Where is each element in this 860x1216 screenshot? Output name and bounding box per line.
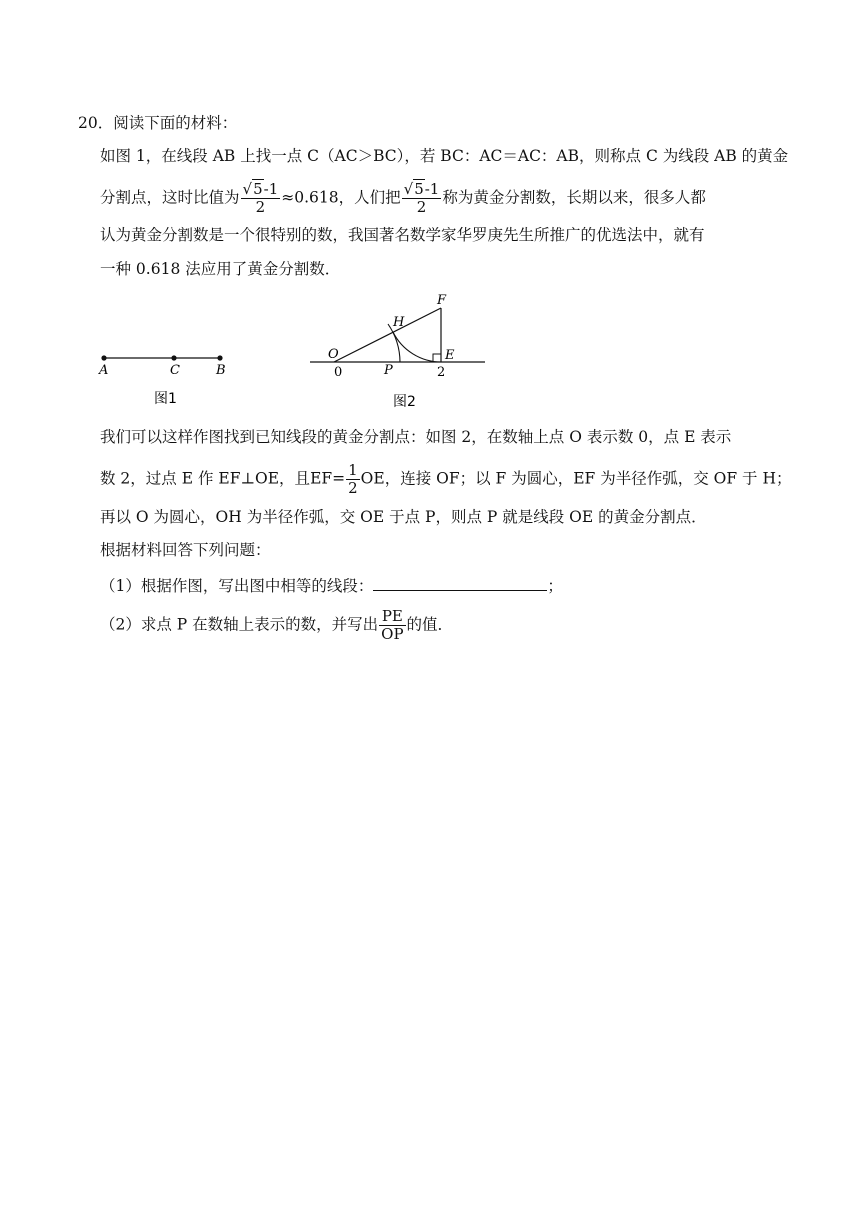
point-a <box>101 355 106 360</box>
label-e: E <box>445 348 455 363</box>
instruction-line: 根据材料回答下列问题： <box>100 541 271 559</box>
construction-text: 数 2，过点 E 作 EF⊥OE，且 <box>100 469 311 488</box>
material-text: 分割点，这时比值为 <box>100 188 240 207</box>
radicand: 5 <box>414 180 424 198</box>
radicand: 5 <box>253 180 263 198</box>
construction-line-2 <box>100 462 791 497</box>
denominator: 2 <box>255 198 266 216</box>
question-number: 20． <box>78 114 114 132</box>
label-a: A <box>99 363 109 378</box>
sub-question-1 <box>100 574 563 597</box>
point-b <box>217 355 222 360</box>
material-line-1: 如图 1，在线段 AB 上找一点 C（AC＞BC），若 BC：AC＝AC：AB，则称点 C 为线段 AB 的黄金 <box>100 147 789 165</box>
denominator: 2 <box>416 198 427 216</box>
oe-label: OE <box>360 469 385 488</box>
material-line-4: 一种 0.618 法应用了黄金分割数． <box>100 260 341 278</box>
label-c: C <box>170 363 180 378</box>
right-angle-mark <box>433 354 441 362</box>
sub-question-2-end: 的值． <box>406 615 454 634</box>
ef-label: EF= <box>310 469 346 488</box>
question-title: 阅读下面的材料： <box>113 114 238 132</box>
material-text: 称为黄金分割数，长期以来，很多人都 <box>442 188 706 207</box>
golden-ratio-fraction: $\frac{√5-1}{2}$ <box>242 180 279 216</box>
answer-blank[interactable] <box>373 574 547 591</box>
figure-2-caption: 图2 <box>393 394 416 410</box>
figure-1-caption: 图1 <box>154 391 177 407</box>
sub-question-2-text: （2）求点 P 在数轴上表示的数，并写出 <box>100 615 379 634</box>
pe-numerator: PE <box>379 608 405 626</box>
construction-text: ，连接 OF；以 F 为圆心，EF 为半径作弧，交 OF 于 H； <box>384 469 792 488</box>
figure-2 <box>300 288 500 413</box>
half-fraction <box>346 462 360 497</box>
label-f: F <box>437 293 447 308</box>
label-p: P <box>384 363 393 378</box>
op-denominator: OP <box>381 625 404 643</box>
material-line-2 <box>100 181 706 216</box>
label-h: H <box>393 315 405 330</box>
tick-label-zero: 0 <box>334 365 343 380</box>
sub-question-2 <box>100 608 453 643</box>
figure-1 <box>90 340 250 420</box>
half-numerator: 1 <box>348 461 358 479</box>
construction-line-3: 再以 O 为圆心，OH 为半径作弧，交 OE 于点 P，则点 P 就是线段 OE 的黄金分割点． <box>100 508 707 526</box>
material-text: ≈0.618，人们把 <box>281 188 401 207</box>
label-o: O <box>328 347 339 362</box>
sub-question-1-end: ； <box>547 577 563 595</box>
label-b: B <box>216 363 226 378</box>
material-line-3: 认为黄金分割数是一个很特别的数，我国著名数学家华罗庚先生所推广的优选法中，就有 <box>100 226 705 244</box>
segment-of <box>334 308 441 362</box>
question-header <box>78 112 237 134</box>
sub-question-1-text: （1）根据作图，写出图中相等的线段： <box>100 577 374 595</box>
pe-op-fraction <box>379 608 405 643</box>
numerator-rest: -1 <box>263 180 279 198</box>
tick-label-two: 2 <box>437 365 446 380</box>
numerator-rest: -1 <box>424 180 440 198</box>
construction-line-1: 我们可以这样作图找到已知线段的黄金分割点：如图 2，在数轴上点 O 表示数 0，点 E 表示 <box>100 428 732 446</box>
point-c <box>171 355 176 360</box>
half-denominator: 2 <box>348 479 358 497</box>
golden-number-fraction: $\frac{√5-1}{2}$ <box>403 180 440 216</box>
